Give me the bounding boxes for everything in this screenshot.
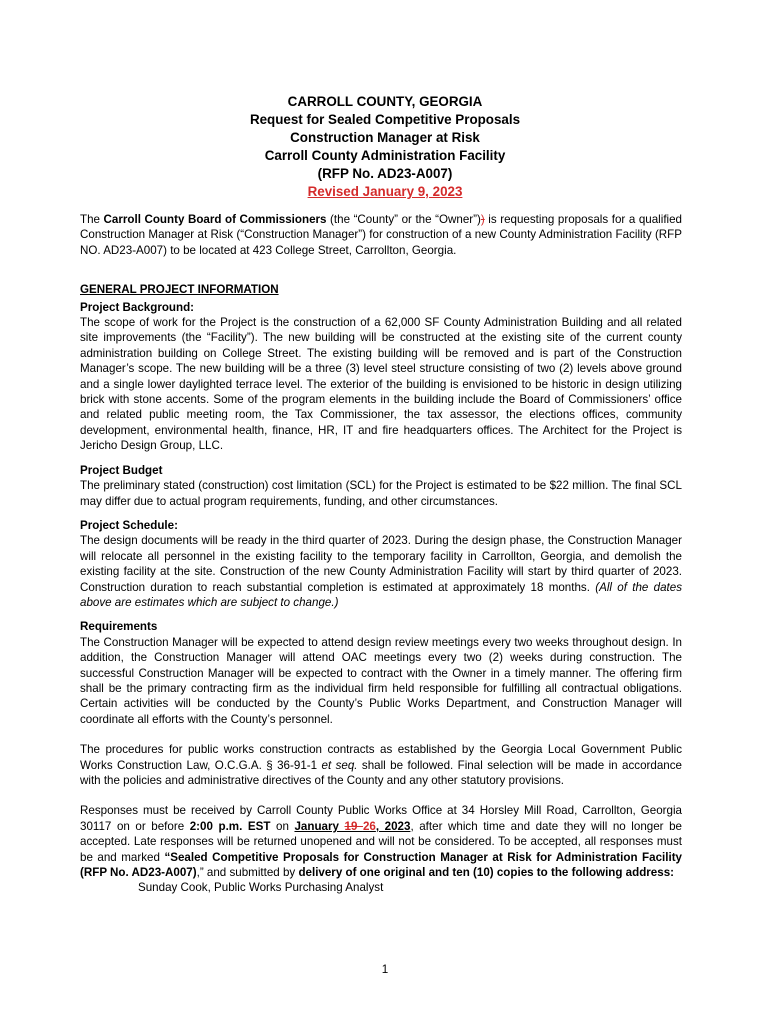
header-cm-at-risk: Construction Manager at Risk bbox=[290, 130, 480, 145]
page-number: 1 bbox=[381, 963, 389, 976]
deadline-old-day: 19 bbox=[344, 819, 363, 833]
background-title: Project Background: bbox=[80, 300, 195, 314]
header-facility: Carroll County Administration Facility bbox=[264, 148, 506, 163]
header-rfp-number: (RFP No. AD23-A007) bbox=[317, 166, 453, 181]
deadline-time: 2:00 p.m. EST bbox=[189, 819, 271, 833]
responses-text-1: Responses must be received by Carroll County Public Works Office at 34 Horsley Mill Road, Carrollton, Georgia 30117 on or before bbox=[80, 804, 682, 833]
procedures-text-1: The procedures for public works construction contracts as established by the Georgia Local Government Public Works Construction Law, O.C.G.A. § 36-91-1 bbox=[80, 743, 682, 772]
deadline-date bbox=[294, 820, 410, 833]
document-body bbox=[80, 212, 682, 896]
responses-text-4: ,” and submitted by bbox=[196, 866, 299, 880]
deadline-year: , 2023 bbox=[375, 819, 411, 833]
procedures-italic: et seq. bbox=[321, 758, 358, 772]
header-county: CARROLL COUNTY, GEORGIA bbox=[287, 94, 483, 109]
general-info-heading: GENERAL PROJECT INFORMATION bbox=[80, 283, 279, 297]
schedule-note: (All of the dates above are estimates which are subject to change.) bbox=[80, 580, 682, 609]
procedures-paragraph bbox=[80, 742, 682, 788]
requirements-paragraph: The Construction Manager will be expected to attend design review meetings every two weeks throughout design. In addition, the Construction Manager will attend OAC meetings every two (2) weeks during construction. The successful Construction Manager will be expected to contract with the Owner in a timely manner. The offering firm shall be the primary contracting firm as the individual firm held responsible for fulfilling all contractual obligations. Certain activities will be conducted by the County’s Public Works Department, and Construction Manager will coordinate all efforts with the County’s personnel. bbox=[80, 635, 682, 726]
requirements-title: Requirements bbox=[80, 620, 158, 634]
intro-text-1: The bbox=[80, 213, 104, 226]
schedule-text: The design documents will be ready in the third quarter of 2023. During the design phase, the Construction Manager will relocate all personnel in the existing facility to the temporary facility in Carrollton, Georgia, and demolish the existing facility at the site. Construction of the new County Administration Facility will start by third quarter of 2023. Construction duration to reach substantial completion is estimated at approximately 18 months. bbox=[80, 534, 682, 594]
deadline-new-day: 26 bbox=[362, 819, 376, 833]
submission-label: “Sealed Competitive Proposals for Construction Manager at Risk for Administration Facility (RFP No. AD23-A007) bbox=[80, 850, 683, 880]
intro-strike: ) bbox=[480, 213, 485, 226]
delivery-instructions: delivery of one original and ten (10) copies to the following address: bbox=[298, 866, 675, 880]
responses-paragraph bbox=[80, 803, 682, 880]
procedures-text-2: shall be followed. Final selection will be made in accordance with the policies and administrative directives of the County and any other statutory provisions. bbox=[80, 758, 682, 787]
board-name: Carroll County Board of Commissioners bbox=[103, 213, 327, 226]
responses-text-3: , after which time and date they will no longer be accepted. Late responses will be returned unopened and will not be considered. To be accepted, all responses must be and marked bbox=[80, 819, 682, 864]
responses-text-2: on bbox=[270, 819, 295, 833]
budget-paragraph: The preliminary stated (construction) cost limitation (SCL) for the Project is estimated to be $22 million. The final SCL may differ due to actual program requirements, funding, and other circumstances. bbox=[80, 479, 682, 508]
document-header bbox=[0, 93, 770, 201]
background-paragraph: The scope of work for the Project is the construction of a 62,000 SF County Administration Building and all related site improvements (the “Facility”). The new building will be constructed at the existing site of the current county administration building on College Street. The existing building will be removed and is part of the Construction Manager’s scope. The new building will be a three (3) level steel structure consisting of two (2) levels above ground and a single lower daylighted terrace level. The exterior of the building is envisioned to be historic in design utilizing brick with stone accents. Some of the program elements in the building include the Board of Commissioners’ office and related public meeting room, the Tax Commissioner, the tax assessor, the elections offices, community development, environmental health, finance, HR, IT and fire headquarters offices. The Architect for the Project is Jericho Design Group, LLC. bbox=[80, 316, 682, 453]
schedule-title: Project Schedule: bbox=[80, 518, 178, 532]
deadline-month: January bbox=[294, 819, 345, 833]
addressee: Sunday Cook, Public Works Purchasing Analyst bbox=[138, 881, 384, 895]
header-request: Request for Sealed Competitive Proposals bbox=[249, 112, 521, 127]
schedule-paragraph bbox=[80, 533, 682, 610]
intro-text-3: is requesting proposals for a qualified Construction Manager at Risk (“Construction Manager”) for construction of a new County Administration Facility (RFP NO. AD23-A007) to be located at 423 College Street, Carrollton, Georgia. bbox=[80, 213, 683, 257]
revised-date: Revised January 9, 2023 bbox=[307, 184, 463, 199]
intro-text-2: (the “County” or the “Owner”) bbox=[326, 213, 481, 226]
budget-title: Project Budget bbox=[80, 463, 163, 477]
intro-paragraph bbox=[80, 212, 682, 258]
